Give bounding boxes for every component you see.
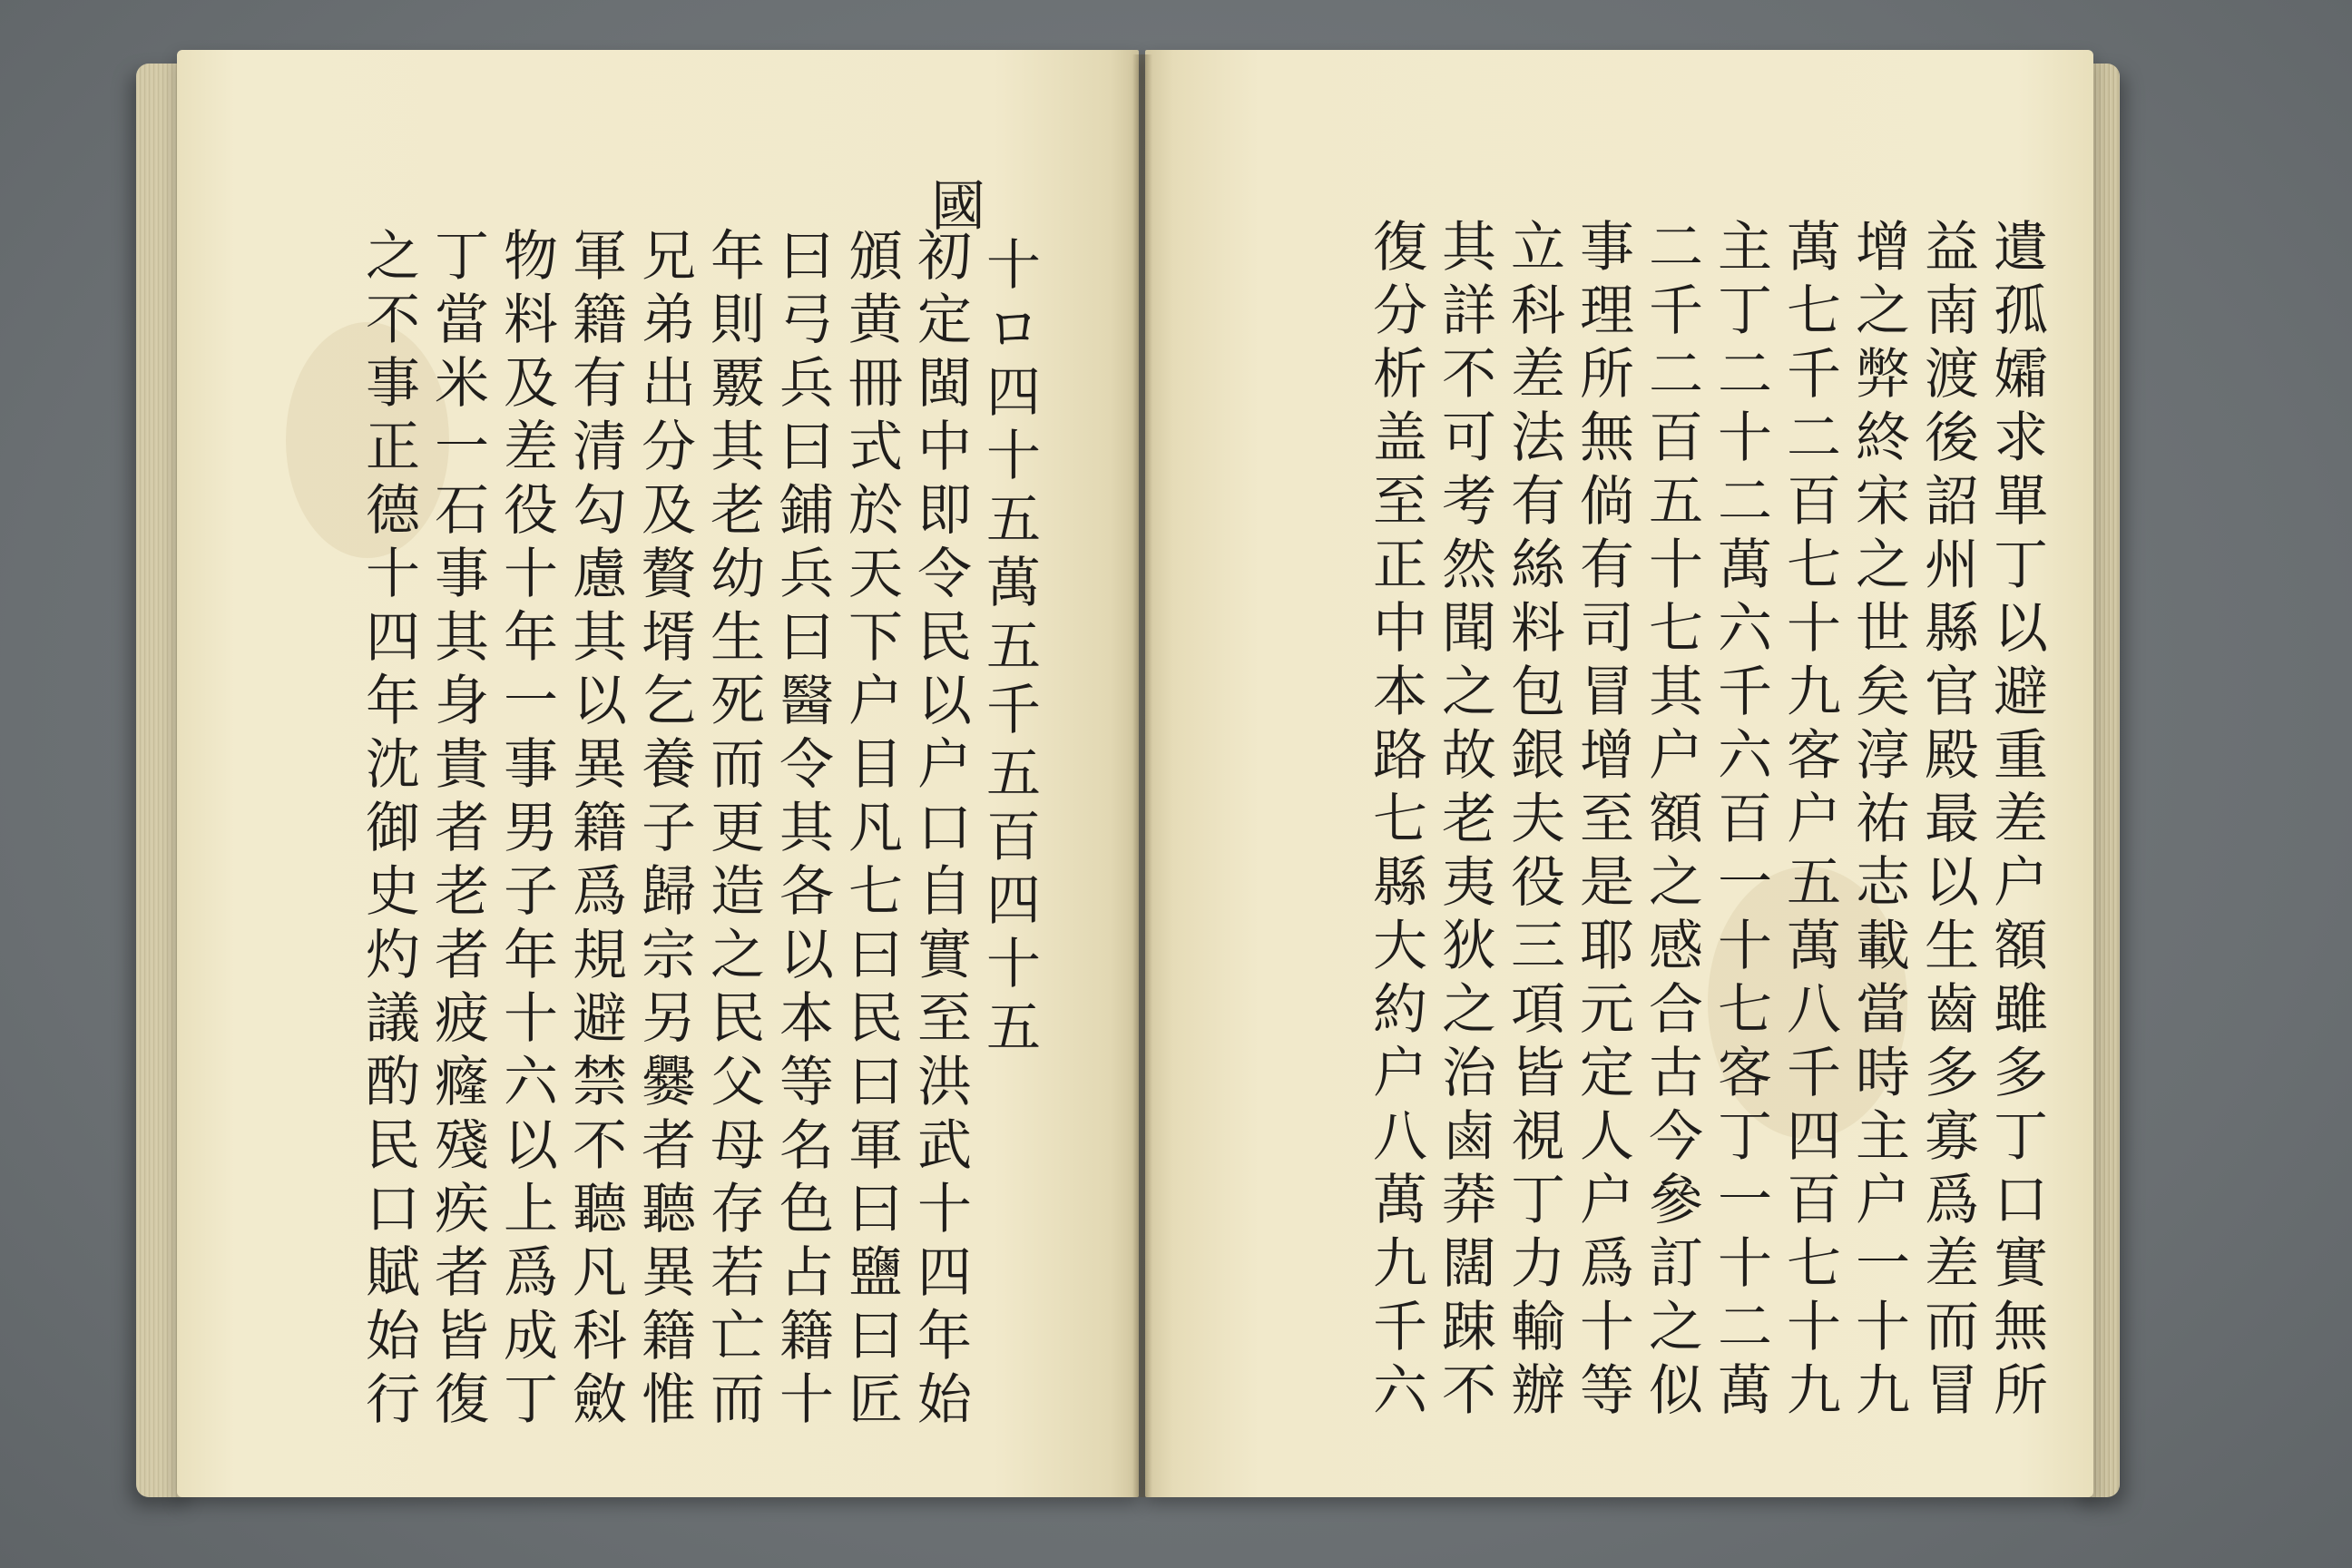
left-page-text xyxy=(347,227,1041,1434)
right-column-1: 遺孤孀求單丁以避重差户額雖多丁口實無所 xyxy=(1984,218,2048,1425)
left-column-2: 初定閩中即令民以户口自實至洪武十四年始 xyxy=(908,227,972,1434)
left-column-5: 年則覈其老幼生死而更造之民父母存若亡而 xyxy=(701,227,765,1434)
right-column-5: 主丁二十二萬六千六百一十七客丁一十二萬 xyxy=(1709,218,1772,1425)
left-column-8: 物料及差役十年一事男子年十六以上爲成丁 xyxy=(495,227,558,1434)
right-column-4: 萬七千二百七十九客户五萬八千四百七十九 xyxy=(1778,218,1841,1425)
left-column-7: 軍籍有清勾慮其以異籍爲規避禁不聽凡科斂 xyxy=(564,227,627,1434)
right-column-3: 增之弊終宋之世矣淳祐志載當時主户一十九 xyxy=(1847,218,1910,1425)
left-column-9: 丁當米一石事其身貴者老者疲癃殘疾者皆復 xyxy=(426,227,489,1434)
right-column-6: 二千二百五十七其户額之感合古今參訂之似 xyxy=(1640,218,1703,1425)
right-column-7: 事理所無倘有司冒增至是耶元定人户爲十等 xyxy=(1571,218,1634,1425)
right-column-10: 復分析盖至正中本路七縣大約户八萬九千六 xyxy=(1364,218,1427,1425)
right-column-2: 益南渡後詔州縣官殿最以生齒多寡爲差而冒 xyxy=(1916,218,1979,1425)
left-column-10: 之不事正德十四年沈御史灼議酌民口賦始行 xyxy=(357,227,420,1434)
book-gutter xyxy=(1132,54,1152,1497)
right-column-8: 立科差法有絲料包銀夫役三項皆視丁力輸辦 xyxy=(1502,218,1565,1425)
left-column-3: 頒黄冊式於天下户目凡七曰民曰軍曰鹽曰匠 xyxy=(839,227,903,1434)
left-column-1: 十ロ四十五萬五千五百四十五 xyxy=(977,236,1041,1062)
left-column-4: 曰弓兵曰鋪兵曰醫令其各以本等名色占籍十 xyxy=(770,227,834,1434)
right-page-text xyxy=(1354,218,2048,1425)
left-column-6: 兄弟出分及贅壻乞養子歸宗另爨者聽異籍惟 xyxy=(632,227,696,1434)
right-column-9: 其詳不可考然聞之故老夷狄之治鹵莽闊踈不 xyxy=(1433,218,1496,1425)
left-top-character: 國 xyxy=(922,177,985,240)
